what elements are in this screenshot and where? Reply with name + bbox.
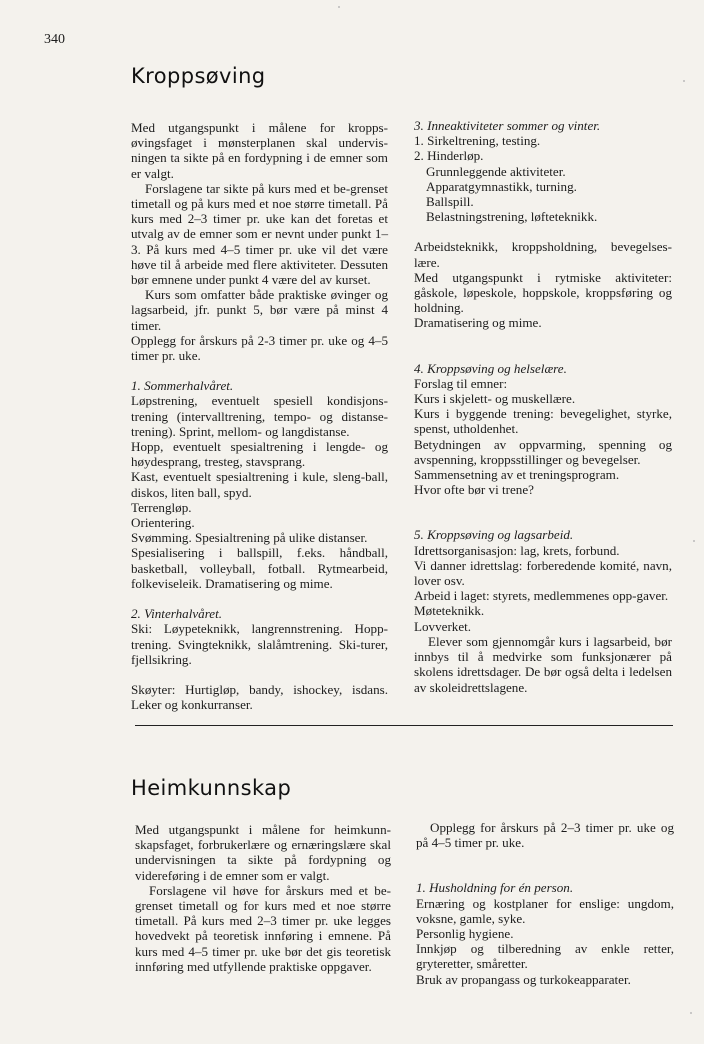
paragraph: Arbeidsteknikk, kroppsholdning, bevegelses-lære. bbox=[414, 239, 672, 270]
paragraph: Terrengløp. bbox=[131, 499, 192, 515]
paragraph: Ski: Løypeteknikk, langrennstrening. Hopp-trening. Svingteknikk, slalåmtrening. Ski-turer, fjellsikring. bbox=[131, 621, 388, 667]
paragraph: Sammensetning av et treningsprogram. bbox=[414, 467, 620, 483]
paragraph: Ernæring og kostplaner for enslige: ungdom, voksne, gamle, syke. bbox=[416, 895, 674, 926]
list-item: Belastningstrening, løfteteknikk. bbox=[426, 209, 598, 225]
kroppsoving-right-column bbox=[414, 118, 672, 695]
paragraph: Kast, eventuelt spesialtrening i kule, sleng-ball, diskos, liten ball, spyd. bbox=[131, 469, 388, 500]
paragraph: Personlig hygiene. bbox=[416, 926, 514, 942]
paragraph: Dramatisering og mime. bbox=[414, 315, 542, 331]
paragraph: Idrettsorganisasjon: lag, krets, forbund. bbox=[414, 542, 620, 558]
paragraph: Opplegg for årskurs på 2–3 timer pr. uke og på 4–5 timer pr. uke. bbox=[416, 820, 674, 851]
page-number: 340 bbox=[44, 32, 65, 47]
paragraph: Betydningen av oppvarming, spenning og avspenning, kroppsstillinger og bevegelser. bbox=[414, 436, 672, 467]
heimkunnskap-right-column bbox=[416, 820, 674, 987]
paragraph: Bruk av propangass og turkokeapparater. bbox=[416, 971, 631, 987]
subsection-heading: 4. Kroppsøving og helselære. bbox=[414, 360, 567, 376]
paragraph: Innkjøp og tilberedning av enkle retter, gryteretter, småretter. bbox=[416, 941, 674, 972]
paragraph: Hvor ofte bør vi trene? bbox=[414, 482, 534, 498]
list-item: Grunnleggende aktiviteter. bbox=[426, 163, 566, 179]
section-title-kroppsoving: Kroppsøving bbox=[131, 64, 266, 88]
section-title-heimkunnskap: Heimkunnskap bbox=[131, 776, 292, 800]
list-item: Ballspill. bbox=[426, 194, 474, 210]
paragraph: Skøyter: Hurtigløp, bandy, ishockey, isdans. Leker og konkurranser. bbox=[131, 681, 388, 713]
paragraph: Opplegg for årskurs på 2-3 timer pr. uke og 4–5 timer pr. uke. bbox=[131, 332, 388, 364]
paragraph: Spesialisering i ballspill, f.eks. håndball, basketball, volleyball, fotball. Rytmearbeid, folkeviseleik. Dramatisering og mime. bbox=[131, 545, 388, 591]
paragraph: Forslagene vil høve for årskurs med et be-grenset timetall og for kurs med et noe større timetall. På kurs med 2–3 timer pr. uke legges hovedvekt på teoretisk innføring i emnene. På kurs med 4–5 timer pr. uke bør det gis teoretisk innføring med utfyllende praktiske oppgaver. bbox=[135, 882, 391, 974]
paragraph: Kurs i skjelett- og muskellære. bbox=[414, 391, 576, 407]
paragraph: Kurs som omfatter både praktiske øvinger og lagsarbeid, jfr. punkt 5, bør være på minst 4 timer. bbox=[131, 287, 388, 333]
paragraph: Hopp, eventuelt spesialtrening i lengde- og høydesprang, tresteg, stavsprang. bbox=[131, 439, 388, 470]
paragraph: Elever som gjennomgår kurs i lagsarbeid, bør innbys til å medvirke som funksjonærer på skolens idrettsdager. De bør også delta i ledelsen av skoleidrettslagene. bbox=[414, 633, 672, 695]
heimkunnskap-left-column bbox=[135, 822, 391, 974]
list-item: 1. Sirkeltrening, testing. bbox=[414, 133, 541, 149]
paragraph: Løpstrening, eventuelt spesiell kondisjons-trening (intervalltrening, tempo- og distanse-trening). Sprint, mellom- og langdistanse. bbox=[131, 393, 388, 439]
paragraph: Med utgangspunkt i rytmiske aktiviteter: gåskole, løpeskole, hoppskole, kroppsføring og holdning. bbox=[414, 269, 672, 316]
subsection-heading: 5. Kroppsøving og lagsarbeid. bbox=[414, 527, 574, 543]
subsection-heading: 1. Sommerhalvåret. bbox=[131, 378, 234, 394]
section-divider bbox=[135, 725, 673, 726]
list-item: Apparatgymnastikk, turning. bbox=[426, 178, 577, 194]
print-speck bbox=[338, 6, 340, 8]
paragraph: Orientering. bbox=[131, 515, 195, 531]
print-speck bbox=[683, 80, 685, 82]
subsection-heading: 2. Vinterhalvåret. bbox=[131, 606, 223, 622]
paragraph: Møteteknikk. bbox=[414, 603, 485, 619]
paragraph: Med utgangspunkt i målene for kropps-øvingsfaget i mønsterplanen skal undervis-ningen ta sikte på en fordypning i de emner som er valgt. bbox=[131, 120, 388, 181]
subsection-heading: 3. Inneaktiviteter sommer og vinter. bbox=[414, 118, 601, 133]
print-speck bbox=[690, 1012, 692, 1014]
paragraph: Forslag til emner: bbox=[414, 375, 508, 391]
paragraph: Forslagene tar sikte på kurs med et be-grenset timetall og på kurs med et noe større timetall. På kurs med 2–3 timer pr. uke kan det foretas et utvalg av de emner som er nevnt under punkt 1–3. På kurs med 4–5 timer pr. uke vil det være høve til å arbeide med flere aktiviteter. Dessuten bør emnene under punkt 4 være del av kurset. bbox=[131, 180, 388, 288]
paragraph: Arbeid i laget: styrets, medlemmenes opp-gaver. bbox=[414, 588, 669, 604]
paragraph: Med utgangspunkt i målene for heimkunn-skapsfaget, forbrukerlære og ernæringslære skal undervisningen ta sikte på fordypning og videreføring i de emner som er valgt. bbox=[135, 822, 391, 883]
list-item: 2. Hinderløp. bbox=[414, 148, 484, 164]
paragraph: Svømming. Spesialtrening på ulike distanser. bbox=[131, 530, 368, 546]
print-speck bbox=[693, 540, 695, 542]
paragraph: Lovverket. bbox=[414, 618, 472, 634]
kroppsoving-left-column bbox=[131, 120, 388, 712]
subsection-heading: 1. Husholdning for én person. bbox=[416, 880, 574, 896]
paragraph: Kurs i byggende trening: bevegelighet, styrke, spenst, utholdenhet. bbox=[414, 406, 672, 437]
paragraph: Vi danner idrettslag: forberedende komité, navn, lover osv. bbox=[414, 557, 672, 589]
